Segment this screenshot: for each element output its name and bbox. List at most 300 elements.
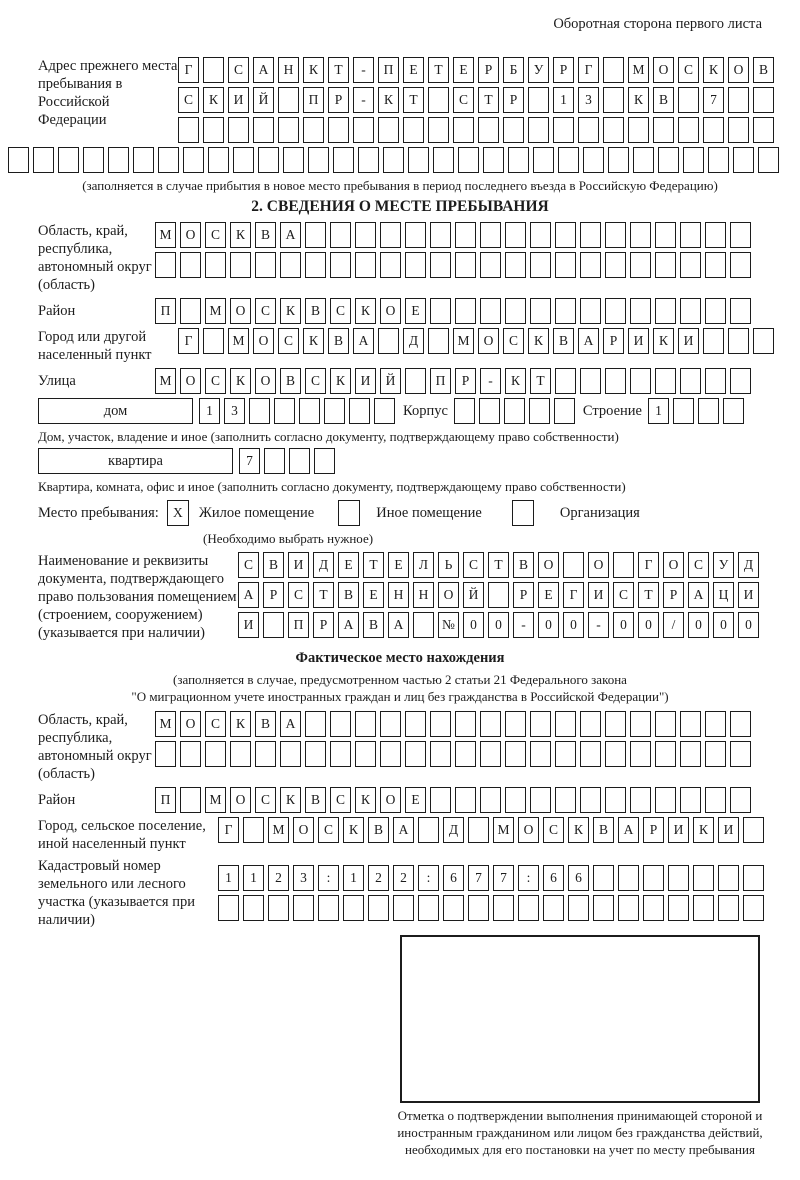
prev-address-extra-row <box>8 147 762 173</box>
char-box <box>703 328 724 354</box>
char-box <box>508 147 529 173</box>
char-box <box>530 252 551 278</box>
char-box <box>324 398 345 424</box>
char-box: К <box>230 222 251 248</box>
char-box <box>613 552 634 578</box>
char-box: К <box>505 368 526 394</box>
char-box <box>480 252 501 278</box>
char-box <box>753 87 774 113</box>
actual-region-grid <box>155 711 751 771</box>
char-box: В <box>255 711 276 737</box>
label-stay-organization: Организация <box>559 505 640 521</box>
char-box: К <box>355 787 376 813</box>
char-box <box>308 147 329 173</box>
char-row <box>648 398 744 424</box>
char-box: В <box>305 298 326 324</box>
char-row <box>218 865 764 891</box>
char-box: Р <box>513 582 534 608</box>
char-box: Н <box>278 57 299 83</box>
char-box: Р <box>328 87 349 113</box>
cadastral-grid <box>218 857 764 925</box>
char-box: Р <box>263 582 284 608</box>
char-box <box>180 298 201 324</box>
char-box: В <box>363 612 384 638</box>
char-box: М <box>205 787 226 813</box>
field-stay-type <box>38 500 762 526</box>
char-box: 0 <box>613 612 634 638</box>
char-box: А <box>238 582 259 608</box>
char-box <box>480 787 501 813</box>
char-box: 0 <box>638 612 659 638</box>
field-cadastral <box>38 857 762 929</box>
char-box: Р <box>663 582 684 608</box>
char-box <box>655 711 676 737</box>
char-box: К <box>230 711 251 737</box>
char-box <box>758 147 779 173</box>
char-box <box>655 252 676 278</box>
char-box: М <box>268 817 289 843</box>
char-box <box>428 117 449 143</box>
char-box: П <box>155 787 176 813</box>
char-box: А <box>393 817 414 843</box>
char-box: М <box>155 711 176 737</box>
char-box <box>680 787 701 813</box>
char-box <box>408 147 429 173</box>
char-box <box>705 711 726 737</box>
char-box <box>568 895 589 921</box>
char-box: О <box>230 787 251 813</box>
section2-title: 2. СВЕДЕНИЯ О МЕСТЕ ПРЕБЫВАНИЯ <box>251 198 549 215</box>
field-prev-address <box>38 57 768 147</box>
char-box: М <box>493 817 514 843</box>
char-row <box>199 398 395 424</box>
char-box <box>733 147 754 173</box>
char-box <box>358 147 379 173</box>
char-box: П <box>303 87 324 113</box>
char-box <box>405 368 426 394</box>
char-box: Й <box>253 87 274 113</box>
region-grid <box>155 222 751 282</box>
char-row <box>155 741 751 767</box>
char-box <box>330 711 351 737</box>
char-box: 7 <box>239 448 260 474</box>
char-box <box>468 895 489 921</box>
char-box <box>673 398 694 424</box>
char-box: 2 <box>268 865 289 891</box>
char-box: С <box>205 711 226 737</box>
char-box <box>428 87 449 113</box>
field-document <box>38 552 762 642</box>
char-box <box>580 368 601 394</box>
char-box <box>705 741 726 767</box>
char-box <box>630 298 651 324</box>
char-box: М <box>628 57 649 83</box>
char-box <box>583 147 604 173</box>
char-box <box>533 147 554 173</box>
char-box <box>155 252 176 278</box>
label-actual-district: Район <box>38 792 76 808</box>
char-box <box>455 741 476 767</box>
char-box: Д <box>738 552 759 578</box>
stamp-note: Отметка о подтверждении выполнения принимающей стороной и иностранным гражданином или лицом без гражданства действий, необходимых для его постановки на учет по месту пребывания <box>397 1108 763 1157</box>
char-box: 7 <box>493 865 514 891</box>
char-box <box>430 222 451 248</box>
char-box <box>418 895 439 921</box>
apartment-note: Квартира, комната, офис и иное (заполнить согласно документу, подтверждающему право собственности) <box>38 479 626 494</box>
char-box <box>678 87 699 113</box>
actual-location-note-1: (заполняется в случае, предусмотренном частью 2 статьи 21 Федерального закона <box>173 672 627 687</box>
char-box <box>558 147 579 173</box>
char-box <box>380 741 401 767</box>
char-box <box>305 252 326 278</box>
char-box <box>580 252 601 278</box>
char-box: К <box>355 298 376 324</box>
char-box <box>305 711 326 737</box>
char-box <box>530 711 551 737</box>
char-box <box>158 147 179 173</box>
char-box <box>730 741 751 767</box>
char-row <box>155 711 751 737</box>
char-box: Р <box>603 328 624 354</box>
char-row <box>178 328 774 354</box>
char-box <box>454 398 475 424</box>
field-actual-district <box>38 787 762 813</box>
char-box: А <box>338 612 359 638</box>
char-box: И <box>288 552 309 578</box>
char-box <box>430 298 451 324</box>
char-box: Р <box>455 368 476 394</box>
char-box: С <box>330 787 351 813</box>
char-box <box>563 552 584 578</box>
char-box: И <box>588 582 609 608</box>
label-city: Город или другой населенный пункт <box>38 329 152 363</box>
char-box <box>183 147 204 173</box>
char-box: Е <box>453 57 474 83</box>
char-box: С <box>255 298 276 324</box>
char-box <box>618 865 639 891</box>
char-box <box>593 865 614 891</box>
char-box: В <box>593 817 614 843</box>
char-box <box>455 787 476 813</box>
char-box <box>453 117 474 143</box>
char-box <box>698 398 719 424</box>
char-box: П <box>288 612 309 638</box>
char-box <box>555 298 576 324</box>
char-box: Й <box>463 582 484 608</box>
char-box <box>203 57 224 83</box>
char-box <box>428 328 449 354</box>
char-box <box>314 448 335 474</box>
char-row <box>454 398 575 424</box>
label-actual-city: Город, сельское поселение, иной населенный пункт <box>38 818 206 852</box>
char-row <box>155 787 751 813</box>
char-box <box>255 741 276 767</box>
stay-type-checkbox-organization <box>512 500 534 526</box>
char-box: А <box>280 711 301 737</box>
char-box <box>703 117 724 143</box>
char-box <box>305 222 326 248</box>
char-box <box>480 222 501 248</box>
char-box <box>230 252 251 278</box>
char-box: И <box>738 582 759 608</box>
char-box: Д <box>443 817 464 843</box>
char-box: И <box>355 368 376 394</box>
char-row <box>155 222 751 248</box>
char-box <box>630 368 651 394</box>
char-box: Т <box>530 368 551 394</box>
char-box: О <box>180 711 201 737</box>
char-box <box>455 222 476 248</box>
field-actual-region <box>38 711 762 783</box>
prev-address-note: (заполняется в случае прибытия в новое место пребывания в период последнего въезда в Российскую Федерацию) <box>82 178 718 193</box>
char-box: С <box>205 222 226 248</box>
char-box <box>630 741 651 767</box>
char-box <box>728 328 749 354</box>
char-box: М <box>228 328 249 354</box>
char-box <box>743 865 764 891</box>
char-box <box>705 252 726 278</box>
char-box: С <box>305 368 326 394</box>
char-box <box>630 787 651 813</box>
char-box: О <box>438 582 459 608</box>
char-box <box>380 711 401 737</box>
char-box <box>303 117 324 143</box>
char-box: Т <box>428 57 449 83</box>
char-box <box>680 298 701 324</box>
char-box: Ь <box>438 552 459 578</box>
char-box <box>280 252 301 278</box>
char-box <box>705 222 726 248</box>
char-box: С <box>463 552 484 578</box>
char-box: В <box>305 787 326 813</box>
char-box <box>555 711 576 737</box>
char-box: И <box>668 817 689 843</box>
char-box <box>493 895 514 921</box>
char-box <box>705 787 726 813</box>
char-row <box>155 252 751 278</box>
char-box <box>530 741 551 767</box>
actual-location-note-2: "О миграционном учете иностранных граждан и лиц без гражданства в Российской Федерации") <box>131 689 669 704</box>
char-box <box>243 895 264 921</box>
char-box <box>728 87 749 113</box>
char-box <box>730 787 751 813</box>
char-box <box>268 895 289 921</box>
char-box <box>555 787 576 813</box>
char-box <box>553 117 574 143</box>
stamp-area <box>400 935 760 1103</box>
char-box: 1 <box>553 87 574 113</box>
char-box <box>455 711 476 737</box>
char-box: 6 <box>443 865 464 891</box>
char-box <box>403 117 424 143</box>
char-box <box>205 741 226 767</box>
label-region: Область, край, республика, автономный округ (область) <box>38 223 152 293</box>
char-box <box>274 398 295 424</box>
char-box: Т <box>363 552 384 578</box>
char-box: Б <box>503 57 524 83</box>
char-box: С <box>178 87 199 113</box>
char-box: А <box>253 57 274 83</box>
char-box: В <box>280 368 301 394</box>
char-box: 7 <box>703 87 724 113</box>
char-box <box>503 117 524 143</box>
char-box <box>203 117 224 143</box>
char-box: 1 <box>199 398 220 424</box>
char-box <box>518 895 539 921</box>
char-row <box>239 448 335 474</box>
char-box: С <box>205 368 226 394</box>
char-box: С <box>453 87 474 113</box>
char-box: / <box>663 612 684 638</box>
char-row <box>238 582 759 608</box>
char-box: - <box>513 612 534 638</box>
char-box: 0 <box>738 612 759 638</box>
char-box: С <box>318 817 339 843</box>
char-box: С <box>688 552 709 578</box>
char-box <box>178 117 199 143</box>
header-note: Оборотная сторона первого листа <box>553 16 762 32</box>
char-box: У <box>528 57 549 83</box>
char-box <box>643 865 664 891</box>
char-box <box>443 895 464 921</box>
char-box <box>433 147 454 173</box>
char-box <box>488 582 509 608</box>
char-box: Н <box>388 582 409 608</box>
char-box <box>655 787 676 813</box>
char-box <box>430 741 451 767</box>
char-box <box>230 741 251 767</box>
char-box <box>630 252 651 278</box>
char-box: 6 <box>568 865 589 891</box>
char-box: О <box>180 222 201 248</box>
char-box <box>83 147 104 173</box>
label-district: Район <box>38 303 76 319</box>
char-box: Р <box>503 87 524 113</box>
char-box <box>353 117 374 143</box>
char-box: С <box>613 582 634 608</box>
char-box <box>630 222 651 248</box>
char-box <box>368 895 389 921</box>
char-box <box>618 895 639 921</box>
char-box <box>628 117 649 143</box>
char-box <box>730 368 751 394</box>
char-box <box>705 298 726 324</box>
char-box <box>208 147 229 173</box>
char-box <box>580 222 601 248</box>
char-box <box>355 711 376 737</box>
char-box <box>578 117 599 143</box>
char-box: 1 <box>218 865 239 891</box>
stay-type-checkbox-other <box>338 500 360 526</box>
char-box <box>405 252 426 278</box>
char-box <box>580 741 601 767</box>
char-box: В <box>513 552 534 578</box>
char-box <box>505 252 526 278</box>
char-box: И <box>228 87 249 113</box>
char-box <box>593 895 614 921</box>
char-box: Р <box>643 817 664 843</box>
char-box <box>718 865 739 891</box>
char-box: К <box>568 817 589 843</box>
char-box <box>505 222 526 248</box>
char-box: 7 <box>468 865 489 891</box>
char-box <box>678 117 699 143</box>
char-box: С <box>288 582 309 608</box>
char-box: О <box>180 368 201 394</box>
char-box: К <box>303 328 324 354</box>
char-box: Р <box>313 612 334 638</box>
char-box: А <box>618 817 639 843</box>
char-box <box>530 222 551 248</box>
field-apartment <box>38 448 762 474</box>
char-box <box>378 328 399 354</box>
char-box <box>605 252 626 278</box>
char-box: О <box>255 368 276 394</box>
char-box <box>289 448 310 474</box>
char-box <box>330 222 351 248</box>
char-row <box>218 817 764 843</box>
house-label-box: дом <box>38 398 193 424</box>
char-box <box>605 787 626 813</box>
char-box <box>605 222 626 248</box>
label-stroenie: Строение <box>582 403 642 419</box>
char-box: К <box>303 57 324 83</box>
char-box <box>580 711 601 737</box>
char-box <box>458 147 479 173</box>
label-korpus: Корпус <box>403 403 448 419</box>
char-box: Г <box>178 328 199 354</box>
char-box: Т <box>328 57 349 83</box>
char-box <box>479 398 500 424</box>
char-box <box>730 252 751 278</box>
char-box: Н <box>413 582 434 608</box>
char-box <box>723 398 744 424</box>
char-box <box>343 895 364 921</box>
char-row <box>218 895 764 921</box>
char-box: О <box>518 817 539 843</box>
char-box <box>318 895 339 921</box>
char-box <box>680 368 701 394</box>
char-box <box>405 222 426 248</box>
char-box: В <box>263 552 284 578</box>
char-box <box>753 328 774 354</box>
char-box: С <box>543 817 564 843</box>
char-row <box>178 87 774 113</box>
char-box <box>228 117 249 143</box>
char-box <box>108 147 129 173</box>
char-box: С <box>255 787 276 813</box>
char-box: 0 <box>563 612 584 638</box>
char-row <box>8 147 779 173</box>
char-box: Е <box>405 298 426 324</box>
char-box: О <box>380 787 401 813</box>
char-box: К <box>203 87 224 113</box>
char-box <box>383 147 404 173</box>
char-box <box>283 147 304 173</box>
char-box <box>253 117 274 143</box>
char-box: С <box>228 57 249 83</box>
char-box <box>58 147 79 173</box>
char-box <box>505 787 526 813</box>
char-box <box>455 298 476 324</box>
char-box: Е <box>538 582 559 608</box>
char-box: О <box>728 57 749 83</box>
field-city <box>38 328 762 364</box>
char-box: В <box>255 222 276 248</box>
char-box: А <box>388 612 409 638</box>
char-box: Е <box>363 582 384 608</box>
char-box <box>743 817 764 843</box>
